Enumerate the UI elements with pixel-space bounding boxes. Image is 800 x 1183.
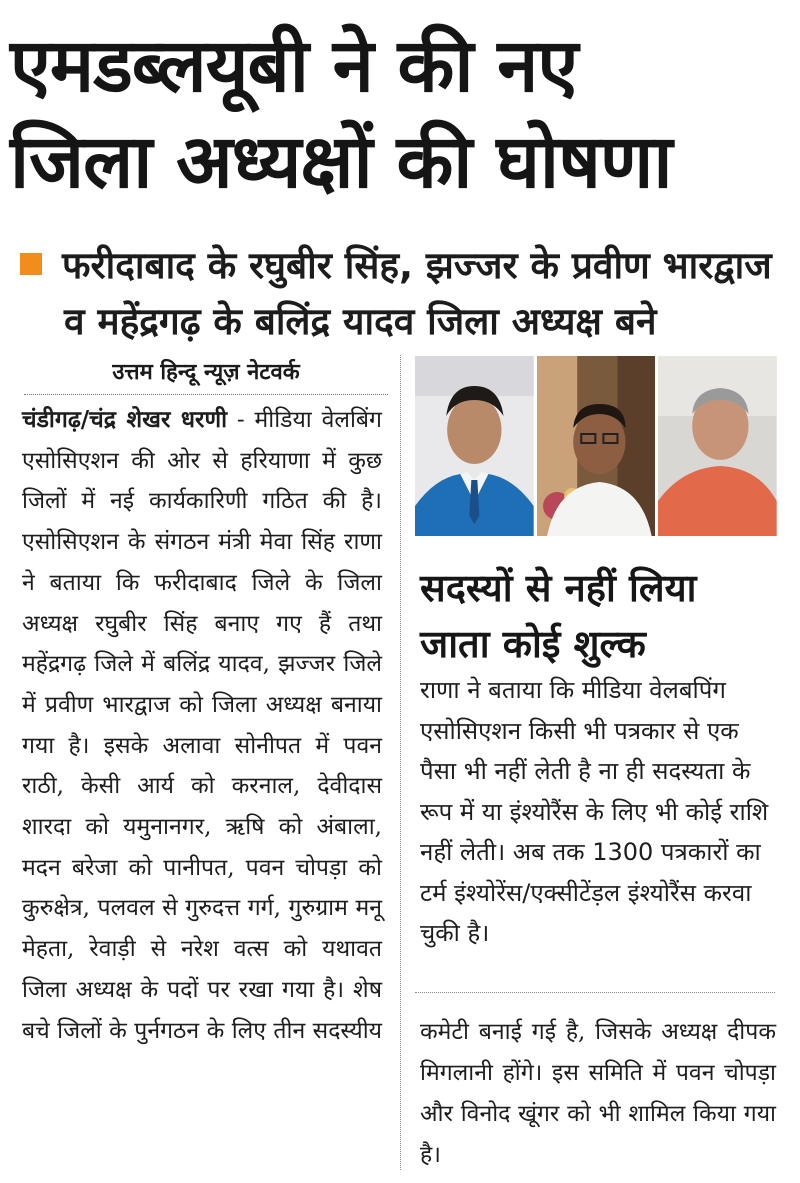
portrait-photo-2 — [537, 356, 656, 536]
subheadline-line-2: व महेंद्रगढ़ के बलिंद्र यादव जिला अध्यक्ष बने — [64, 300, 657, 343]
headline — [10, 18, 790, 210]
side-section-text: राणा ने बताया कि मीडिया वेलबपिंग एसोसिएशन किसी भी पत्रकार से एक पैसा भी नहीं लेती है ना ही सदस्यता के रूप में या इंश्योरैंस के लिए भी कोई राशि नहीं लेती। अब तक 1300 पत्रकारों का टर्म इंश्योरेंस/एक्सीटेंड़ल इंश्योरैंस करवा चुकी है। — [420, 676, 769, 947]
headline-line-2: जिला अध्यक्षों की घोषणा — [10, 119, 672, 205]
bullet-square-icon — [20, 253, 42, 275]
article-continuation: कमेटी बनाई गई है, जिसके अध्यक्ष दीपक मिगलानी होंगे। इस समिति में पवन चोपड़ा और विनोद खूंगर को भी शामिल किया गया है। — [420, 1019, 776, 1168]
dateline: चंडीगढ़/चंद्र शेखर धरणी — [22, 406, 228, 433]
portrait-photo-1 — [415, 356, 534, 536]
section-separator — [415, 992, 775, 993]
portrait-photos — [415, 356, 777, 536]
article-body — [22, 400, 382, 1051]
portrait-photo-3 — [658, 356, 777, 536]
column-divider — [400, 355, 401, 1170]
byline: उत्तम हिन्दू न्यूज़ नेटवर्क — [24, 356, 388, 395]
side-title-line-1: सदस्यों से नहीं लिया — [420, 566, 697, 610]
article-lead-text: - मीडिया वेलबिंग एसोसिएशन की ओर से हरियाणा में कुछ जिलों में नई कार्यकारिणी गठित की है। एसोसिएशन के संगठन मंत्री मेवा सिंह राणा ने बताया कि फरीदाबाद जिले के जिला अध्यक्ष रघुबीर सिंह बनाए गए हैं तथा महेंद्रगढ़ जिले में बलिंद्र यादव, झज्जर जिले में प्रवीण भारद्वाज को जिला अध्यक्ष बनाया गया है। इसके अलावा सोनीपत में पवन राठी, केसी आर्य को करनाल, देवीदास शारदा को यमुनानगर, ऋषि को अंबाला, मदन बरेजा को पानीपत, पवन चोपड़ा को कुरुक्षेत्र, पलवल से गुरुदत्त गर्ग, गुरुग्राम मनू मेहता, रेवाड़ी से नरेश वत्स को यथावत जिला अध्यक्ष के पदों पर रखा गया है। शेष बचे जिलों के पुर्नगठन के लिए तीन सदस्यीय — [22, 407, 382, 1044]
headline-line-1: एमडब्लयूबी ने की नए — [10, 23, 578, 109]
side-section-title — [420, 560, 780, 672]
subheadline-line-1: फरीदाबाद के रघुबीर सिंह, झज्जर के प्रवीण भारद्वाज — [62, 244, 772, 287]
side-title-line-2: जाता कोई शुल्क — [420, 622, 646, 666]
subheadline — [20, 238, 790, 350]
